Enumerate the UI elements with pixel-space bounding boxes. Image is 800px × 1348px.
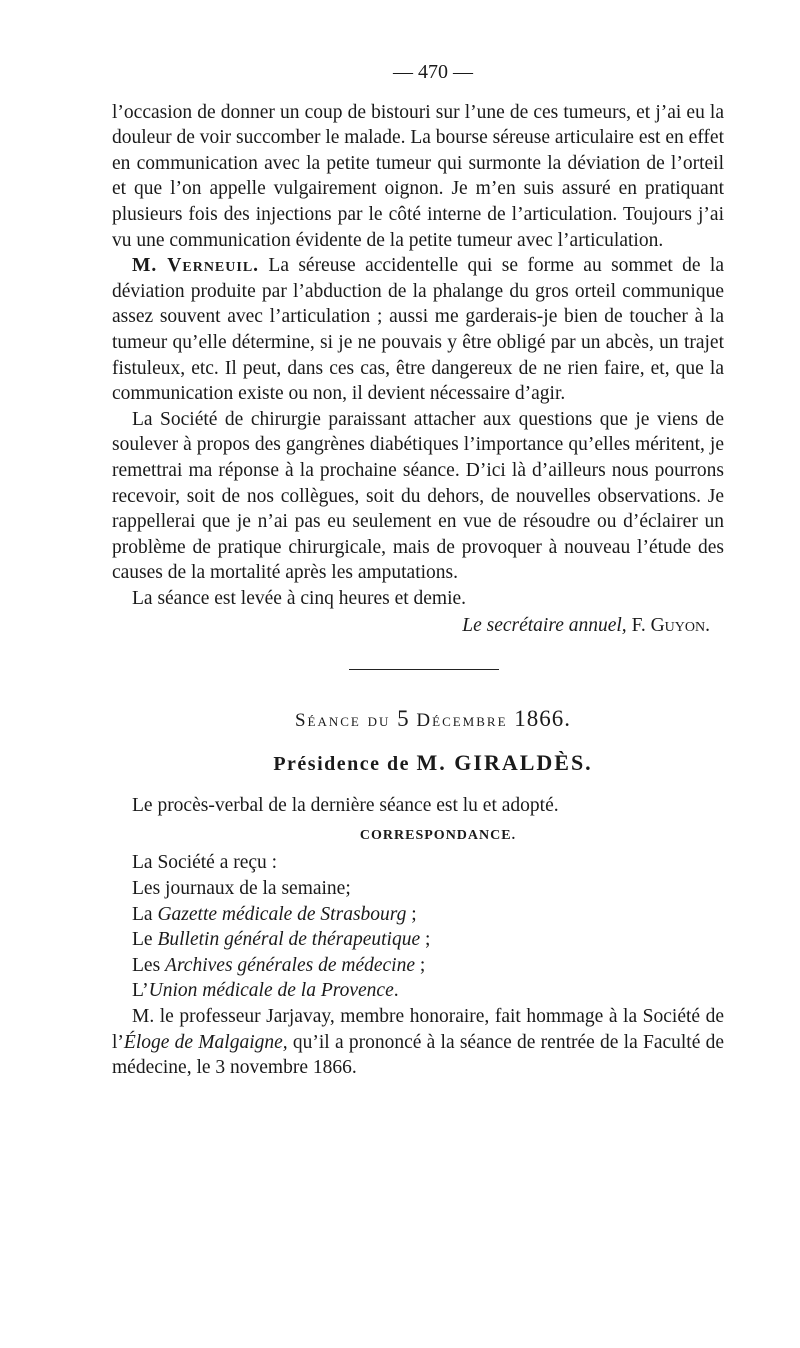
list-item-title: Archives générales de médecine [165,954,415,976]
list-item-suffix: ; [420,929,431,951]
paragraph-hommage [112,1004,724,1081]
list-item-prefix: L’ [132,980,149,1002]
paragraph-verneuil-text: La séreuse accidentelle qui se forme au sommet de la déviation produite par l’abduction de la phalange du gros orteil communique assez souvent avec l’articulation ; aussi me garderais-je bien de toucher à la tumeur qu’elle détermine, si je ne pouvais y être obligé par un abcès, un trajet fistuleux, etc. Il peut, dans ces cas, être dangereux de ne rien faire, et, que la communication existe ou non, il devient nécessaire d’agir. [112,255,725,405]
signature [112,613,724,639]
list-item [112,902,724,928]
list-item-title: Union médicale de la Provence [148,980,394,1002]
list-item [112,953,724,979]
presidence-name: M. GIRALDÈS. [416,749,593,775]
list-item-suffix: ; [415,954,426,976]
seance-heading [112,706,724,734]
paragraph-verneuil [112,253,724,407]
list-item-prefix: Les [132,954,166,976]
correspondance-heading: CORRESPONDANCE. [359,827,517,843]
list-item [112,876,724,902]
paragraph-recu: La Société a reçu : [132,852,278,874]
list-item-prefix: Les journaux de la semaine; [132,878,351,900]
signature-name: F. Guyon. [631,615,710,637]
signature-title: Le secrétaire annuel, [462,615,627,637]
list-item-suffix: . [393,980,399,1002]
list-item-title: Gazette médicale de Strasbourg [157,903,407,925]
hommage-after: qu’il a prononcé à la séance de rentrée de la Faculté de médecine, le 3 novembre 1866. [112,1031,725,1079]
seance-month: Décembre [416,710,508,732]
list-item-prefix: Le [132,929,158,951]
speaker-name: M. Verneuil. [132,255,260,277]
presidence-heading [112,750,724,778]
page-number: — 470 — [393,61,473,83]
paragraph-bistouri: l’occasion de donner un coup de bistouri sur l’une de ces tumeurs, et j’ai eu la douleur de voir succomber le malade. La bourse séreuse articulaire est en effet en communication avec la petite tumeur qui surmonte la déviation de l’orteil et que l’on appelle vulgairement oignon. Je m’en suis assuré en pratiquant plusieurs fois des injections par le côté interne de l’articulation. Toujours j’ai vu une communication évidente de la petite tumeur avec l’articulation. [112,101,724,251]
hommage-before: M. le professeur Jarjavay, membre honoraire, fait hommage à la Société de l’ [112,1006,724,1053]
paragraph-proces-verbal: Le procès-verbal de la dernière séance est lu et adopté. [132,795,559,817]
seance-prefix: Séance du [294,710,391,732]
section-divider [349,669,499,670]
list-item [112,927,724,953]
list-item-suffix: ; [406,903,417,925]
list-item [112,978,724,1004]
paragraph-seance-levee: La séance est levée à cinq heures et demie. [132,587,467,609]
presidence-prefix: Présidence de [273,752,410,775]
list-item-title: Bulletin général de thérapeutique [157,929,421,951]
seance-day: 5 [397,706,410,732]
seance-year: 1866. [514,706,572,732]
paragraph-societe: La Société de chirurgie paraissant attacher aux questions que je viens de soulever à propos des gangrènes diabétiques l’importance qu’elles méritent, je remettrai ma réponse à la prochaine séance. D’ici là d’ailleurs nous pourrons recevoir, soit de nos collègues, soit du dehors, de nouvelles observations. Je rappellerai que je n’ai pas eu seulement en vue de résoudre ou d’éclairer un problème de pratique chirurgicale, mais de provoquer à nouveau l’étude des causes de la mortalité après les amputations. [112,408,724,584]
hommage-title: Éloge de Malgaigne, [123,1031,288,1053]
document-page [112,60,724,1081]
list-item-prefix: La [132,903,158,925]
